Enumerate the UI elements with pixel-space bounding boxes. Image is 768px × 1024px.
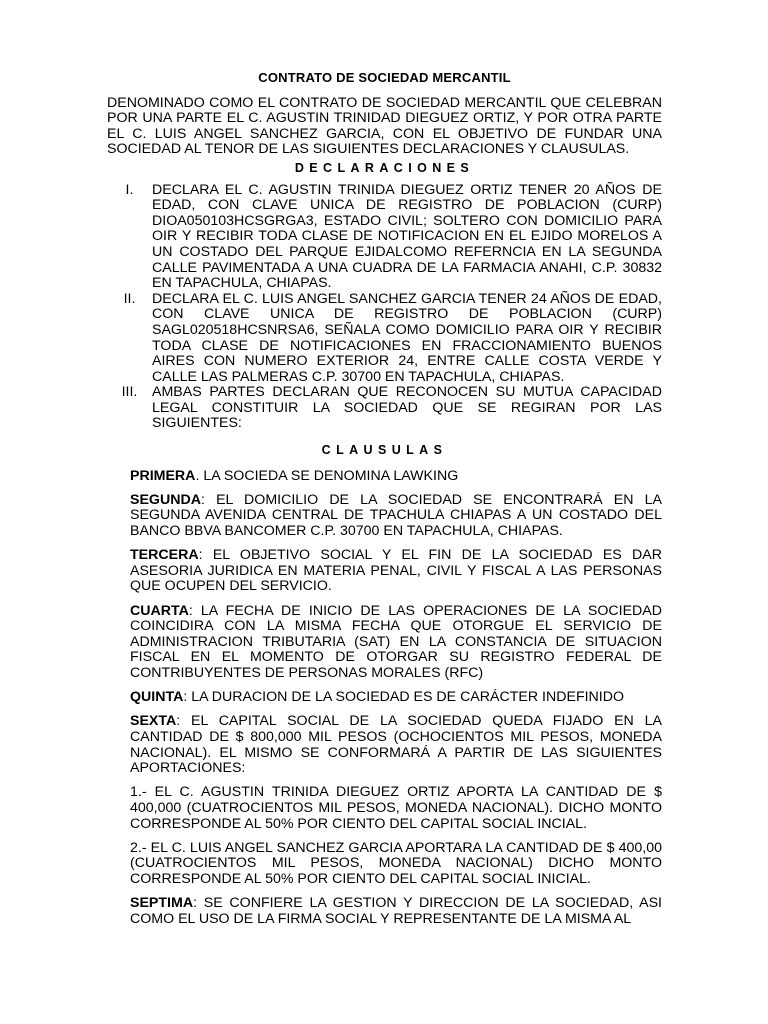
clausula-label: PRIMERA bbox=[130, 467, 196, 484]
declaracion-item bbox=[107, 385, 662, 432]
declaracion-item bbox=[107, 292, 662, 386]
clausula-tercera: TERCERA: EL OBJETIVO SOCIAL Y EL FIN DE LA SOCIEDAD ES DAR ASESORIA JURIDICA EN MATERIA PENAL, CIVIL Y FISCAL A LAS PERSONAS QUE OCUPEN DEL SERVICIO. bbox=[130, 547, 663, 595]
clausula-quinta: QUINTA: LA DURACION DE LA SOCIEDAD ES DE CARÁCTER INDEFINIDO bbox=[130, 689, 625, 706]
clausula-septima: SEPTIMA: SE CONFIERE LA GESTION Y DIRECCION DE LA SOCIEDAD, ASI COMO EL USO DE LA FIRMA SOCIAL Y REPRESENTANTE DE LA MISMA AL bbox=[130, 895, 662, 927]
clausulas-heading: CLAUSULAS bbox=[321, 443, 448, 458]
declaracion-number: III. bbox=[121, 384, 138, 401]
clausula-segunda: SEGUNDA: EL DOMICILIO DE LA SOCIEDAD SE ENCONTRARÁ EN LA SEGUNDA AVENIDA CENTRAL DE TPACHULA CHIAPAS A UN COSTADO DEL BANCO BBVA BANCOMER C.P. 30700 EN TAPACHULA, CHIAPAS. bbox=[130, 491, 662, 540]
clausula-label: SEXTA bbox=[130, 713, 177, 730]
clausula-cuarta: CUARTA: LA FECHA DE INICIO DE LAS OPERACIONES DE LA SOCIEDAD COINCIDIRA CON LA MISMA FECHA QUE OTORGUE EL SERVICIO DE ADMINISTRACION TRIBUTARIA (SAT) EN LA CONSTANCIA DE SITUACION FISCAL EN EL MOMENTO DE OTORGAR SU REGISTRO FEDERAL DE CONTRIBUYENTES DE PERSONAS MORALES (RFC) bbox=[130, 602, 662, 681]
clausula-text: EL OBJETIVO SOCIAL Y EL FIN DE LA SOCIEDAD ES DAR ASESORIA JURIDICA EN MATERIA PENAL, CIVIL Y FISCAL A LAS PERSONAS QUE OCUPEN DEL SERVICIO. bbox=[130, 547, 663, 595]
clausula-text: SE CONFIERE LA GESTION Y DIRECCION DE LA SOCIEDAD, ASI COMO EL USO DE LA FIRMA SOCIAL Y REPRESENTANTE DE LA MISMA AL bbox=[130, 895, 662, 927]
clausula-label: QUINTA bbox=[130, 689, 184, 706]
clausula-primera: PRIMERA. LA SOCIEDA SE DENOMINA LAWKING bbox=[130, 467, 459, 484]
declaracion-text: DECLARA EL C. AGUSTIN TRINIDA DIEGUEZ ORTIZ TENER 20 AÑOS DE EDAD, CON CLAVE UNICA DE REGISTRO DE POBLACION (CURP) DIOA050103HCSGRGA3, ESTADO CIVIL; SOLTERO CON DOMICILIO PARA OIR Y RECIBIR TODA CLASE DE NOTIFICACION EN EL EJIDO MORELOS A UN COSTADO DEL PARQUE EJIDALCOMO REFERNCIA EN LA SEGUNDA CALLE PAVIMENTADA A UNA CUADRA DE LA FARMACIA ANAHI, C.P. 30832 EN TAPACHULA, CHIAPAS. bbox=[152, 181, 662, 292]
declaracion-text: DECLARA EL C. LUIS ANGEL SANCHEZ GARCIA TENER 24 AÑOS DE EDAD, CON CLAVE UNICA DE REGISTRO DE POBLACION (CURP) SAGL020518HCSNRSA6, SEÑALA COMO DOMICILIO PARA OIR Y RECIBIR TODA CLASE DE NOTIFICACIONES EN FRACCIONAMIENTO BUENOS AIRES CON NUMERO EXTERIOR 24, ENTRE CALLE COSTA VERDE Y CALLE LAS PALMERAS C.P. 30700 EN TAPACHULA, CHIAPAS. bbox=[152, 290, 662, 385]
clausula-label: TERCERA bbox=[130, 547, 199, 564]
clausulas-list bbox=[130, 469, 662, 928]
aportacion-text: 1.- EL C. AGUSTIN TRINIDA DIEGUEZ ORTIZ APORTA LA CANTIDAD DE $ 400,000 (CUATROCIENTOS MIL PESOS, MONEDA NACIONAL). DICHO MONTO CORRESPONDE AL 50% POR CIENTO DEL CAPITAL SOCIAL INCIAL. bbox=[130, 784, 662, 832]
clausula-label: CUARTA bbox=[130, 602, 189, 619]
document-title: CONTRATO DE SOCIEDAD MERCANTIL bbox=[258, 70, 511, 85]
clausula-text: EL DOMICILIO DE LA SOCIEDAD SE ENCONTRARÁ EN LA SEGUNDA AVENIDA CENTRAL DE TPACHULA CHIAPAS A UN COSTADO DEL BANCO BBVA BANCOMER C.P. 30700 EN TAPACHULA, CHIAPAS. bbox=[130, 491, 662, 540]
declaracion-number: I. bbox=[125, 181, 134, 198]
clausula-text: EL CAPITAL SOCIAL DE LA SOCIEDAD QUEDA FIJADO EN LA CANTIDAD DE $ 800,000 MIL PESOS (OCHOCIENTOS MIL PESOS, MONEDA NACIONAL). EL MISMO SE CONFORMARÁ A PARTIR DE LAS SIGUIENTES APORTACIONES: bbox=[130, 713, 662, 777]
declaracion-text: AMBAS PARTES DECLARAN QUE RECONOCEN SU MUTUA CAPACIDAD LEGAL CONSTITUIR LA SOCIEDAD QUE SE REGIRAN POR LAS SIGUIENTES: bbox=[152, 384, 662, 432]
declaraciones-heading: DECLARACIONES bbox=[294, 160, 475, 175]
declaraciones-list bbox=[107, 183, 662, 433]
clausula-text: LA DURACION DE LA SOCIEDAD ES DE CARÁCTER INDEFINIDO bbox=[191, 689, 625, 706]
aportacion-2 bbox=[130, 841, 662, 888]
clausula-text: LA FECHA DE INICIO DE LAS OPERACIONES DE LA SOCIEDAD COINCIDIRA CON LA MISMA FECHA QUE OTORGUE EL SERVICIO DE ADMINISTRACION TRIBUTARIA (SAT) EN LA CONSTANCIA DE SITUACION FISCAL EN EL MOMENTO DE OTORGAR SU REGISTRO FEDERAL DE CONTRIBUYENTES DE PERSONAS MORALES (RFC) bbox=[130, 602, 662, 681]
declaracion-item bbox=[107, 183, 662, 292]
clausula-sexta: SEXTA: EL CAPITAL SOCIAL DE LA SOCIEDAD QUEDA FIJADO EN LA CANTIDAD DE $ 800,000 MIL PESOS (OCHOCIENTOS MIL PESOS, MONEDA NACIONAL). EL MISMO SE CONFORMARÁ A PARTIR DE LAS SIGUIENTES APORTACIONES: bbox=[130, 713, 662, 777]
declaracion-number: II. bbox=[123, 290, 136, 307]
aportacion-1 bbox=[130, 785, 662, 832]
intro-paragraph: DENOMINADO COMO EL CONTRATO DE SOCIEDAD MERCANTIL QUE CELEBRAN POR UNA PARTE EL C. AGUSTIN TRINIDAD DIEGUEZ ORTIZ, Y POR OTRA PARTE EL C. LUIS ANGEL SANCHEZ GARCIA, CON EL OBJETIVO DE FUNDAR UNA SOCIEDAD AL TENOR DE LAS SIGUIENTES DECLARACIONES Y CLAUSULAS. bbox=[107, 94, 662, 158]
clausula-text: LA SOCIEDA SE DENOMINA LAWKING bbox=[203, 467, 459, 484]
aportacion-text: 2.- EL C. LUIS ANGEL SANCHEZ GARCIA APORTARA LA CANTIDAD DE $ 400,00 (CUATROCIENTOS MIL PESOS, MONEDA NACIONAL) DICHO MONTO CORRESPONDE AL 50% POR CIENTO DEL CAPITAL SOCIAL INICIAL. bbox=[130, 839, 662, 887]
clausula-label: SEGUNDA bbox=[130, 491, 201, 508]
clausula-label: SEPTIMA bbox=[130, 895, 194, 912]
